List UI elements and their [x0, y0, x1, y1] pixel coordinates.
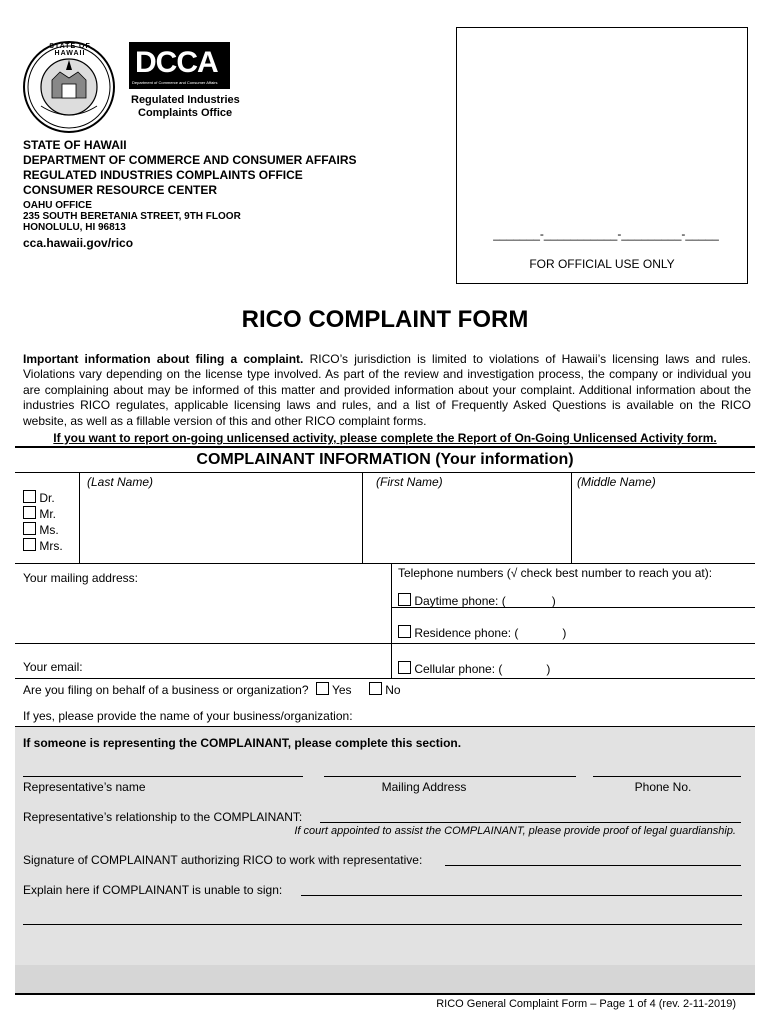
- rep-name-line[interactable]: [23, 776, 303, 777]
- address-row-bottom: [15, 643, 755, 644]
- dcca-subline: Department of Commerce and Consumer Affairs: [132, 80, 218, 85]
- rep-relationship-label: Representative’s relationship to the COMPLAINANT:: [23, 810, 303, 824]
- email-row-bottom: [15, 678, 755, 679]
- representative-inner-panel: [15, 965, 755, 993]
- daytime-phone-field[interactable]: [398, 593, 556, 608]
- mailing-address-field[interactable]: Your mailing address:: [23, 571, 138, 585]
- agency-line-1: STATE OF HAWAII: [23, 138, 127, 152]
- name-row-bottom: [15, 563, 755, 564]
- salutation-ms-label: Ms.: [39, 523, 59, 537]
- page-title: RICO COMPLAINT FORM: [241, 306, 529, 333]
- rep-relationship-line[interactable]: [320, 822, 741, 823]
- first-name-field[interactable]: (First Name): [376, 475, 443, 489]
- dcca-logo-text: DCCA: [135, 46, 218, 79]
- name-row-divider-3: [571, 473, 572, 563]
- rep-phone-line[interactable]: [593, 776, 741, 777]
- office-name-line1: Regulated Industries: [131, 94, 240, 106]
- salutation-dr[interactable]: [23, 490, 63, 506]
- address-line-1: OAHU OFFICE: [23, 200, 92, 211]
- section-title-border: [15, 472, 755, 473]
- middle-name-field[interactable]: (Middle Name): [577, 475, 656, 489]
- daytime-bottom: [392, 607, 755, 608]
- checkbox[interactable]: [23, 506, 36, 519]
- unlicensed-note: [0, 431, 770, 445]
- section-bottom-border: [15, 993, 755, 995]
- business-question-row: [23, 682, 401, 697]
- dcca-logo: [129, 42, 230, 89]
- checkbox[interactable]: [23, 538, 36, 551]
- residence-label: Residence phone: (: [414, 626, 519, 640]
- cellular-checkbox[interactable]: [398, 661, 411, 674]
- residence-close: ): [562, 626, 567, 640]
- address-phone-divider: [391, 564, 392, 678]
- rep-mailing-line[interactable]: [324, 776, 576, 777]
- business-question: Are you filing on behalf of a business or organization?: [23, 683, 309, 697]
- salutation-mrs[interactable]: [23, 538, 63, 554]
- section-top-border: [15, 446, 755, 448]
- official-number-line[interactable]: _______-___________-_________-_____: [493, 227, 719, 241]
- business-yes-label: Yes: [331, 683, 352, 697]
- address-line-3: HONOLULU, HI 96813: [23, 222, 126, 233]
- address-line-2: 235 SOUTH BERETANIA STREET, 9TH FLOOR: [23, 211, 241, 222]
- business-no-label: No: [385, 683, 401, 697]
- residence-checkbox[interactable]: [398, 625, 411, 638]
- residence-phone-field[interactable]: [398, 625, 566, 640]
- office-name-line2: Complaints Office: [138, 107, 233, 119]
- daytime-checkbox[interactable]: [398, 593, 411, 606]
- website: cca.hawaii.gov/rico: [23, 236, 134, 250]
- salutation-ms[interactable]: [23, 522, 63, 538]
- last-name-field[interactable]: (Last Name): [87, 475, 154, 489]
- court-note: If court appointed to assist the COMPLAINANT, please provide proof of legal guardianship.: [294, 825, 736, 837]
- complainant-section-title: COMPLAINANT INFORMATION (Your information): [196, 451, 574, 468]
- business-no-checkbox[interactable]: [369, 682, 382, 695]
- intro-paragraph: [23, 352, 751, 429]
- salutation-list: [23, 490, 63, 554]
- explain-line-2[interactable]: [23, 924, 742, 925]
- checkbox[interactable]: [23, 490, 36, 503]
- rep-phone-label: Phone No.: [634, 780, 692, 794]
- email-field[interactable]: Your email:: [23, 660, 83, 674]
- business-yes-checkbox[interactable]: [316, 682, 329, 695]
- name-row-divider-1: [79, 473, 80, 563]
- signature-line[interactable]: [445, 865, 741, 866]
- explain-line-1[interactable]: [301, 895, 742, 896]
- explain-label: Explain here if COMPLAINANT is unable to sign:: [23, 883, 283, 897]
- intro-lead: Important information about filing a complaint.: [23, 352, 304, 366]
- signature-label: Signature of COMPLAINANT authorizing RICO to work with representative:: [23, 853, 423, 867]
- cellular-phone-field[interactable]: [398, 661, 550, 676]
- seal-text: STATE OF HAWAII: [49, 43, 91, 57]
- salutation-mr[interactable]: [23, 506, 63, 522]
- unlicensed-note-link[interactable]: If you want to report on-going unlicensed activity, please complete the Report of On-Going Unlicensed Activity form.: [53, 431, 717, 445]
- official-use-box: [456, 27, 748, 284]
- daytime-close: ): [551, 594, 556, 608]
- official-use-label: FOR OFFICIAL USE ONLY: [529, 257, 675, 271]
- checkbox[interactable]: [23, 522, 36, 535]
- agency-line-2: DEPARTMENT OF COMMERCE AND CONSUMER AFFAIRS: [23, 153, 357, 167]
- telephone-label: Telephone numbers (√ check best number to reach you at):: [398, 566, 713, 580]
- agency-line-4: CONSUMER RESOURCE CENTER: [23, 183, 218, 197]
- intro-body: RICO’s jurisdiction is limited to violations of Hawaii’s licensing laws and rules. Violations vary depending on the license type involved. As part of the review and investigation process, the company or individual you are complaining about may be informed of this matter and provided information about your complaint. Additional information about the industries RICO regulates, applicable licensing laws and rules, and a list of Frequently Asked Questions is available on the RICO website, as well as a fillable version of this and other RICO complaint forms.: [23, 352, 751, 428]
- state-seal: [22, 40, 116, 134]
- business-name-field[interactable]: If yes, please provide the name of your business/organization:: [23, 709, 353, 723]
- salutation-mr-label: Mr.: [39, 507, 57, 521]
- rep-name-label: Representative’s name: [23, 780, 146, 794]
- cellular-close: ): [546, 662, 551, 676]
- agency-block: [23, 138, 443, 250]
- agency-line-3: REGULATED INDUSTRIES COMPLAINTS OFFICE: [23, 168, 303, 182]
- cellular-label: Cellular phone: (: [414, 662, 503, 676]
- representative-section-title: If someone is representing the COMPLAINANT, please complete this section.: [23, 736, 462, 750]
- rep-mailing-label: Mailing Address: [381, 780, 467, 794]
- salutation-mrs-label: Mrs.: [39, 539, 63, 553]
- daytime-label: Daytime phone: (: [414, 594, 506, 608]
- salutation-dr-label: Dr.: [39, 491, 55, 505]
- page-footer: RICO General Complaint Form – Page 1 of 4 (rev. 2-11-2019): [436, 998, 736, 1010]
- name-row-divider-2: [362, 473, 363, 563]
